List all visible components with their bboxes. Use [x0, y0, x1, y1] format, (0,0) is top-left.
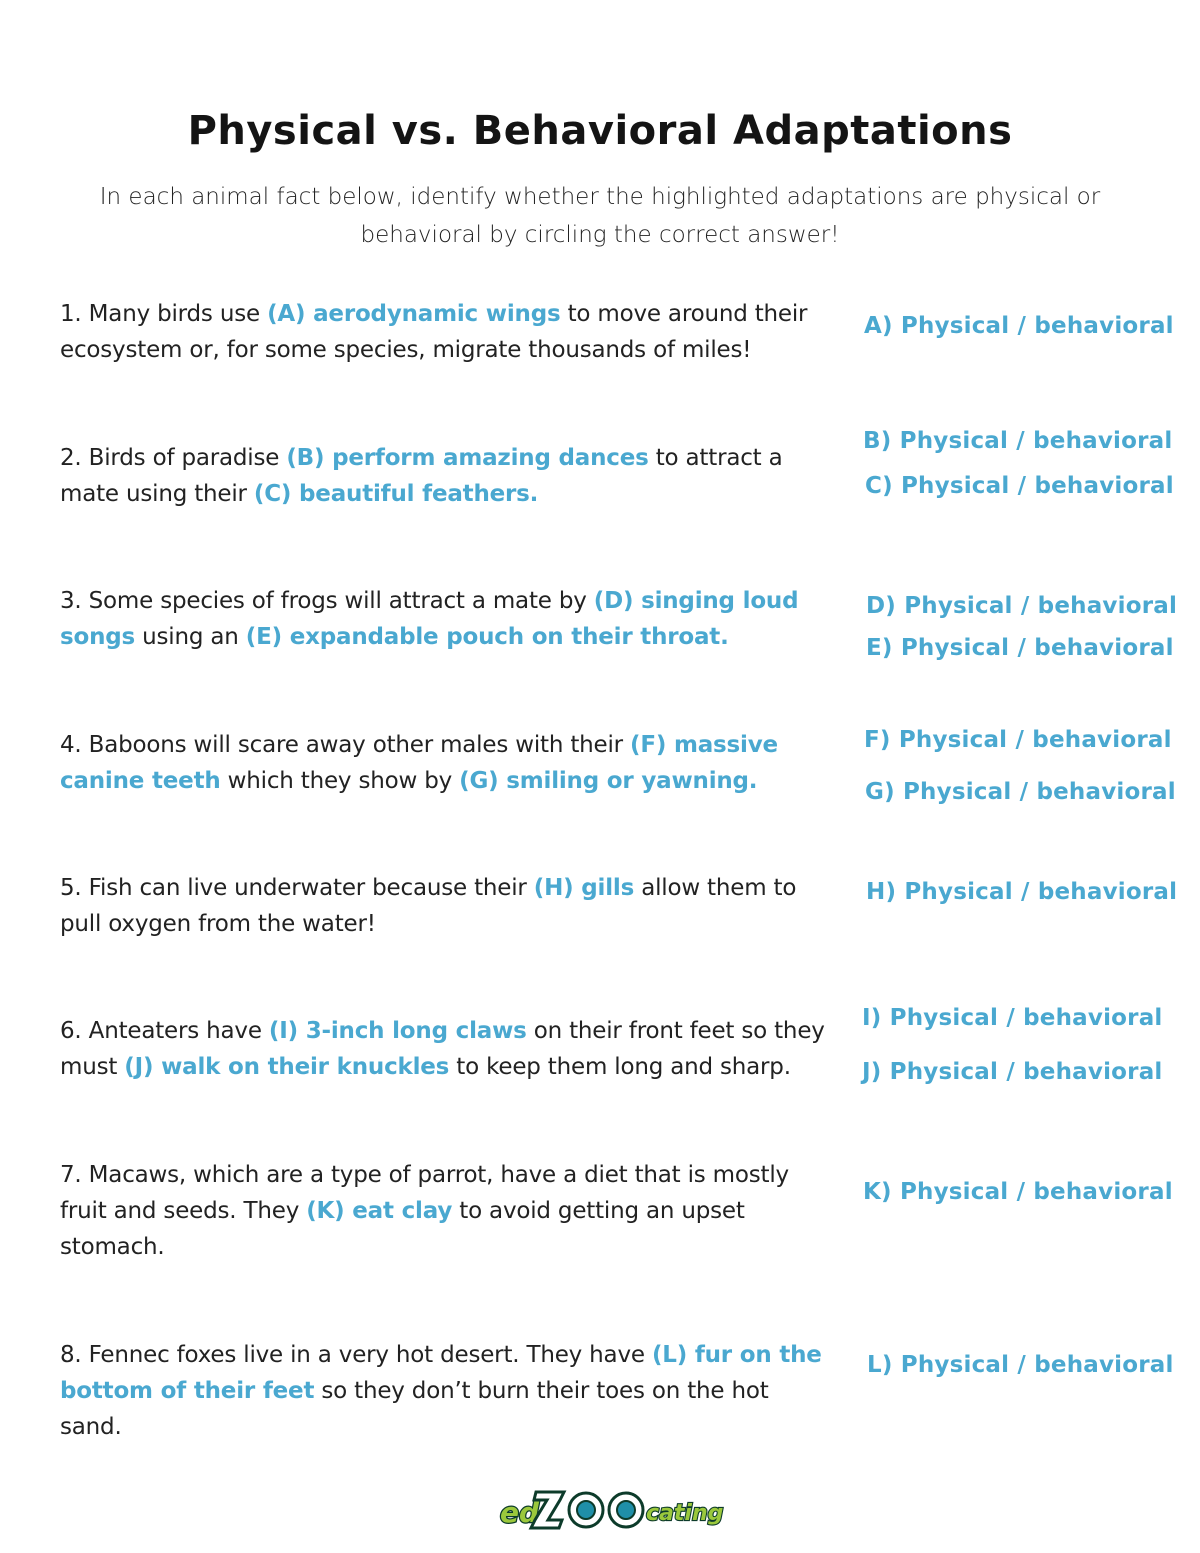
answer-choice-h[interactable]: H) Physical / behavioral: [866, 879, 1178, 905]
question-text: 6. Anteaters have: [60, 1018, 269, 1044]
question-text: so they don’t burn their toes on the hot sand.: [60, 1378, 769, 1440]
highlighted-adaptation: (F) massive canine teeth: [60, 732, 778, 794]
highlighted-adaptation: (J) walk on their knuckles: [124, 1054, 450, 1080]
answer-choice-j[interactable]: J) Physical / behavioral: [862, 1059, 1163, 1085]
question-text: to attract a mate using their: [60, 445, 783, 507]
question-text: 8. Fennec foxes live in a very hot desert. They have: [60, 1342, 652, 1368]
question-text: on their front feet so they must: [60, 1018, 825, 1080]
edzoocating-logo: [498, 1482, 724, 1534]
question-1: [60, 296, 830, 368]
answer-choice-i[interactable]: I) Physical / behavioral: [862, 1005, 1163, 1031]
question-7: [60, 1157, 830, 1265]
highlighted-adaptation: (I) 3-inch long claws: [268, 1018, 527, 1044]
page-title: Physical vs. Behavioral Adaptations: [187, 108, 1013, 154]
answer-choice-b[interactable]: B) Physical / behavioral: [863, 428, 1173, 454]
question-text: 1. Many birds use: [60, 301, 268, 327]
answer-choice-d[interactable]: D) Physical / behavioral: [866, 593, 1178, 619]
question-5: [60, 870, 830, 942]
highlighted-adaptation: (H) gills: [533, 875, 635, 901]
question-4: [60, 727, 830, 799]
highlighted-adaptation: (A) aerodynamic wings: [267, 301, 561, 327]
answer-choice-g[interactable]: G) Physical / behavioral: [865, 779, 1176, 805]
question-text: to move around their ecosystem or, for some species, migrate thousands of miles!: [60, 301, 808, 363]
answer-choice-k[interactable]: K) Physical / behavioral: [863, 1179, 1173, 1205]
answer-choice-e[interactable]: E) Physical / behavioral: [866, 635, 1174, 661]
question-8: [60, 1337, 830, 1445]
question-text: 2. Birds of paradise: [60, 445, 287, 471]
highlighted-adaptation: (L) fur on the bottom of their feet: [60, 1342, 822, 1404]
logo-ed-text: ed: [500, 1496, 540, 1529]
question-3: [60, 583, 830, 655]
answer-choice-l[interactable]: L) Physical / behavioral: [867, 1352, 1174, 1378]
question-text: to avoid getting an upset stomach.: [60, 1198, 745, 1260]
logo-zoo-text: ZOO: [538, 1532, 541, 1533]
question-text: allow them to pull oxygen from the water!: [60, 875, 797, 937]
highlighted-adaptation: (D) singing loud songs: [60, 588, 799, 650]
question-text: 3. Some species of frogs will attract a mate by: [60, 588, 594, 614]
instructions: In each animal fact below, identify whether the highlighted adaptations are physical or behavioral by circling the correct answer!: [99, 184, 1101, 248]
highlighted-adaptation: (C) beautiful feathers.: [253, 481, 539, 507]
question-6: [60, 1013, 830, 1085]
highlighted-adaptation: (K) eat clay: [306, 1198, 453, 1224]
answer-choice-f[interactable]: F) Physical / behavioral: [864, 727, 1172, 753]
question-text: 5. Fish can live underwater because their: [60, 875, 534, 901]
question-text: to keep them long and sharp.: [449, 1054, 791, 1080]
question-text: using an: [135, 624, 246, 650]
answer-choice-c[interactable]: C) Physical / behavioral: [865, 473, 1174, 499]
highlighted-adaptation: (B) perform amazing dances: [286, 445, 649, 471]
question-text: which they show by: [220, 768, 460, 794]
highlighted-adaptation: (G) smiling or yawning.: [459, 768, 758, 794]
question-text: 4. Baboons will scare away other males with their: [60, 732, 631, 758]
highlighted-adaptation: (E) expandable pouch on their throat.: [245, 624, 729, 650]
logo-cating-text: cating: [646, 1501, 724, 1526]
question-2: [60, 440, 830, 512]
answer-choice-a[interactable]: A) Physical / behavioral: [864, 313, 1174, 339]
question-text: 7. Macaws, which are a type of parrot, have a diet that is mostly fruit and seeds. They: [60, 1162, 789, 1224]
